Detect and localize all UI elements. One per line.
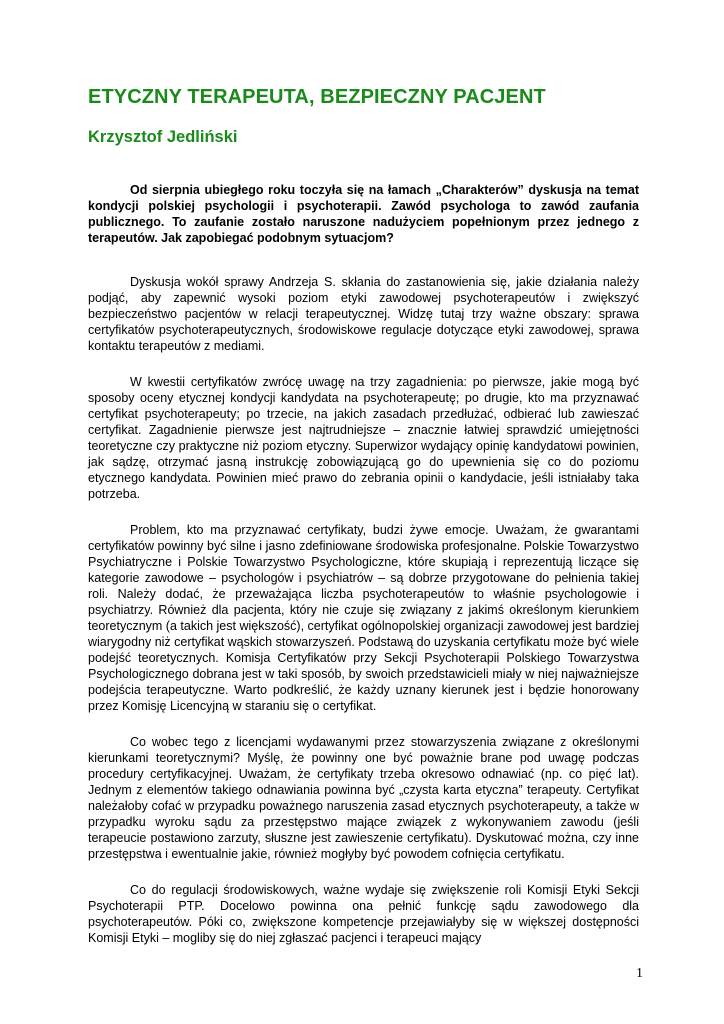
body-paragraph: Co do regulacji środowiskowych, ważne wydaje się zwiększenie roli Komisji Etyki Sekcji Psychoterapii PTP. Docelowo powinna ona pełnić funkcję sądu zawodowego dla psychoterapeutów. Póki co, zwiększone kompetencje przejawiałyby się w większej dostępności Komisji Etyki – mogliby się do niej zgłaszać pacjenci i terapeuci mający	[88, 883, 639, 945]
article-body	[88, 182, 639, 946]
article-author: Krzysztof Jedliński	[88, 128, 238, 146]
article-title: ETYCZNY TERAPEUTA, BEZPIECZNY PACJENT	[88, 86, 546, 108]
body-paragraph: Dyskusja wokół sprawy Andrzeja S. skłania do zastanowienia się, jakie działania należy podjąć, aby zapewnić wysoki poziom etyki zawodowej psychoterapeutów i zwiększyć bezpieczeństwo pacjentów w relacji terapeutycznej. Widzę tutaj trzy ważne obszary: sprawa certyfikatów psychoterapeutycznych, środowiskowe regulacje dotyczące etyki zawodowej, sprawa kontaktu terapeutów z mediami.	[88, 275, 639, 353]
body-paragraph: W kwestii certyfikatów zwrócę uwagę na trzy zagadnienia: po pierwsze, jakie mogą być sposoby oceny etycznej kondycji kandydata na psychoterapeutę; po drugie, kto ma przyznawać certyfikat psychoterapeuty; po trzecie, na jakich zasadach przedłużać, odbierać lub zawieszać certyfikat. Zagadnienie pierwsze jest najtrudniejsze – znacznie łatwiej sprawdzić umiejętności teoretyczne czy praktyczne niż poziom etyczny. Superwizor wydający opinię kandydatowi powinien, jak sądzę, otrzymać jasną instrukcję zobowiązującą go do upewnienia się co do poziomu etycznego kandydata. Powinien mieć prawo do zebrania opinii o kandydacie, jeśli istniałaby taka potrzeba.	[88, 375, 639, 501]
body-paragraph: Problem, kto ma przyznawać certyfikaty, budzi żywe emocje. Uważam, że gwarantami certyfikatów powinny być silne i jasno zdefiniowane środowiska profesjonalne. Polskie Towarzystwo Psychiatryczne i Polskie Towarzystwo Psychologiczne, które skupiają i reprezentują liczące się kategorie zawodowe – psychologów i psychiatrów – są dobrze przygotowane do pełnienia takiej roli. Należy dodać, że przeważająca liczba psychoterapeutów to właśnie psychologowie i psychiatrzy. Również dla pacjenta, który nie czuje się związany z jakimś określonym kierunkiem teoretycznym (a takich jest większość), certyfikat ogólnopolskiej organizacji zawodowej jest bardziej wiarygodny niż certyfikat wąskich stowarzyszeń. Podstawą do uzyskania certyfikatu może być wiele podejść teoretycznych. Komisja Certyfikatów przy Sekcji Psychoterapii Polskiego Towarzystwa Psychologicznego dobrana jest w taki sposób, by swoich przedstawicieli miały w niej najważniejsze podejścia terapeutyczne. Warto podkreślić, że każdy uznany kierunek jest i będzie honorowany przez Komisję Licencyjną w staraniu się o certyfikat.	[88, 523, 639, 713]
page-number: 1	[636, 966, 643, 981]
body-paragraph: Co wobec tego z licencjami wydawanymi przez stowarzyszenia związane z określonymi kierunkami teoretycznymi? Myślę, że powinny one być poważnie brane pod uwagę podczas procedury certyfikacyjnej. Uważam, że certyfikaty trzeba okresowo odnawiać (np. co pięć lat). Jednym z elementów takiego odnawiania powinna być „czysta karta etyczna” terapeuty. Certyfikat należałoby cofać w przypadku poważnego naruszenia zasad etycznych psychoterapeuty, a także w przypadku wyroku sądu za przestępstwo mające związek z wykonywaniem zawodu (jeśli terapeucie postawiono zarzuty, słuszne jest zawieszenie certyfikatu). Dyskutować można, czy inne przestępstwa i ewentualnie jakie, również mogłyby być powodem cofnięcia certyfikatu.	[88, 735, 639, 861]
document-page	[88, 0, 639, 1024]
lead-paragraph: Od sierpnia ubiegłego roku toczyła się na łamach „Charakterów” dyskusja na temat kondycji polskiej psychologii i psychoterapii. Zawód psychologa to zawód zaufania publicznego. To zaufanie zostało naruszone nadużyciem popełnionym przez jednego z terapeutów. Jak zapobiegać podobnym sytuacjom?	[88, 183, 639, 245]
